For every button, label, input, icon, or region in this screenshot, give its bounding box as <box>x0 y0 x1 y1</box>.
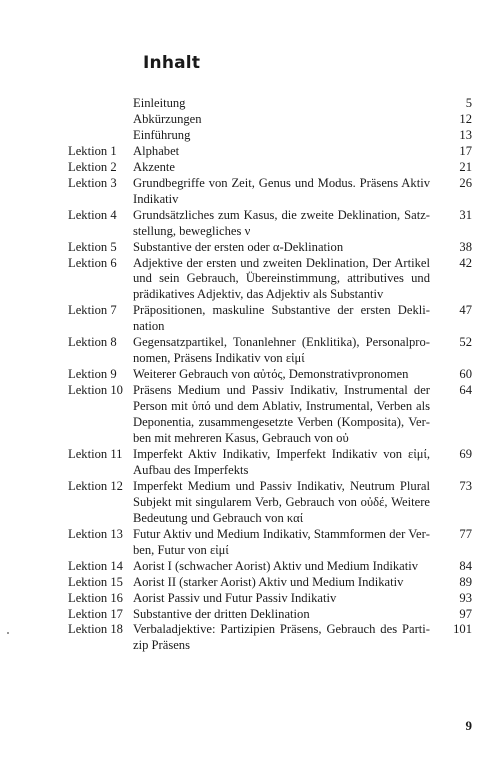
margin-speck <box>7 632 9 634</box>
page-title: Inhalt <box>143 53 201 73</box>
toc-entry-title: Substantive der dritten Deklination <box>133 606 310 621</box>
toc-entry-title: Präsens Medium und Passiv Indikativ, Instrumental der Person mit ὑπό und dem Ablativ, Instrumental, Verben als Deponentia, zusammengesetzte Verben (Komposita), Verben mit mehreren Kasus, Gebrauch von οὐ <box>133 383 430 446</box>
toc-lesson-label: Lektion 18 <box>68 622 123 637</box>
toc-page-number: 47 <box>459 303 472 318</box>
toc-entry <box>68 479 472 527</box>
toc-entry <box>68 96 472 112</box>
toc-entry <box>68 622 472 654</box>
toc-entry <box>68 112 472 128</box>
toc-entry-title: Grundbegriffe von Zeit, Genus und Modus. Präsens Aktiv Indikativ <box>133 175 430 206</box>
toc-page-number: 64 <box>459 383 472 398</box>
toc-entry-title: Abkürzungen <box>133 111 202 126</box>
toc-entry <box>68 447 472 479</box>
toc-entry-title: Gegensatzpartikel, Tonanlehner (Enklitika), Personalpronomen, Präsens Indikativ von εἰμί <box>133 335 430 366</box>
toc-page-number: 101 <box>453 622 472 637</box>
toc-lesson-label: Lektion 9 <box>68 367 117 382</box>
toc-page-number: 38 <box>459 239 472 254</box>
toc-entry <box>68 240 472 256</box>
toc-page-number: 52 <box>459 335 472 350</box>
toc-lesson-label: Lektion 8 <box>68 335 117 350</box>
toc-page-number: 84 <box>459 558 472 573</box>
toc-entry-title: Einführung <box>133 127 191 142</box>
toc-lesson-label: Lektion 1 <box>68 143 117 158</box>
toc-entry-title: Weiterer Gebrauch von αὐτός, Demonstrativpronomen <box>133 367 409 382</box>
toc-entry <box>68 607 472 623</box>
toc-entry <box>68 575 472 591</box>
toc-entry <box>68 303 472 335</box>
toc-entry <box>68 559 472 575</box>
toc-entry <box>68 208 472 240</box>
toc-lesson-label: Lektion 2 <box>68 159 117 174</box>
toc-page-number: 89 <box>459 574 472 589</box>
toc-page-number: 69 <box>459 446 472 461</box>
toc-entry <box>68 367 472 383</box>
toc-entry-title: Einleitung <box>133 96 186 110</box>
toc-entry-title: Aorist Passiv und Futur Passiv Indikativ <box>133 590 337 605</box>
toc-lesson-label: Lektion 6 <box>68 255 117 270</box>
toc-page-number: 26 <box>459 175 472 190</box>
toc-lesson-label: Lektion 10 <box>68 383 123 398</box>
toc-page-number: 31 <box>459 207 472 222</box>
toc-page-number: 12 <box>459 111 472 126</box>
toc-page-number: 73 <box>459 478 472 493</box>
toc-page-number: 21 <box>459 159 472 174</box>
toc-page-number: 42 <box>459 255 472 270</box>
toc-entry <box>68 160 472 176</box>
toc-entry <box>68 176 472 208</box>
toc-entry-title: Futur Aktiv und Medium Indikativ, Stammformen der Verben, Futur von εἰμί <box>133 526 430 557</box>
toc-entry-title: Alphabet <box>133 143 180 158</box>
toc-page-number: 97 <box>459 606 472 621</box>
footer-page-number: 9 <box>465 718 472 733</box>
toc-entry <box>68 383 472 447</box>
toc-lesson-label: Lektion 17 <box>68 606 123 621</box>
toc-page-number: 5 <box>465 96 472 110</box>
toc-entry-title: Grundsätzliches zum Kasus, die zweite Deklination, Satzstellung, bewegliches ν <box>133 207 430 238</box>
toc-page-number: 93 <box>459 590 472 605</box>
toc-entry-title: Substantive der ersten oder α-Deklination <box>133 239 344 254</box>
toc-entry-title: Aorist II (starker Aorist) Aktiv und Medium Indikativ <box>133 574 404 589</box>
toc-entry <box>68 128 472 144</box>
table-of-contents <box>68 96 472 654</box>
toc-lesson-label: Lektion 13 <box>68 526 123 541</box>
toc-entry-title: Aorist I (schwacher Aorist) Aktiv und Medium Indikativ <box>133 558 419 573</box>
toc-lesson-label: Lektion 12 <box>68 478 123 493</box>
toc-lesson-label: Lektion 7 <box>68 303 117 318</box>
toc-lesson-label: Lektion 4 <box>68 207 117 222</box>
toc-page-number: 77 <box>459 526 472 541</box>
toc-entry-title: Verbaladjektive: Partizipien Präsens, Gebrauch des Partizip Präsens <box>133 622 430 653</box>
toc-lesson-label: Lektion 5 <box>68 239 117 254</box>
toc-page-number: 60 <box>459 367 472 382</box>
toc-entry-title: Imperfekt Aktiv Indikativ, Imperfekt Indikativ von εἰμί, Aufbau des Imperfekts <box>133 446 430 477</box>
toc-entry <box>68 527 472 559</box>
toc-lesson-label: Lektion 14 <box>68 558 123 573</box>
toc-entry-title: Imperfekt Medium und Passiv Indikativ, Neutrum Plural Subjekt mit singularem Verb, Gebrauch von οὐδέ, Weitere Bedeutung und Gebrauch von καί <box>133 478 430 525</box>
toc-lesson-label: Lektion 3 <box>68 175 117 190</box>
toc-entry <box>68 335 472 367</box>
toc-entry <box>68 144 472 160</box>
toc-lesson-label: Lektion 15 <box>68 574 123 589</box>
toc-page-number: 13 <box>459 127 472 142</box>
toc-lesson-label: Lektion 16 <box>68 590 123 605</box>
toc-entry-title: Präpositionen, maskuline Substantive der ersten Deklination <box>133 303 430 334</box>
toc-entry-title: Akzente <box>133 159 175 174</box>
toc-entry <box>68 591 472 607</box>
toc-entry-title: Adjektive der ersten und zweiten Deklination, Der Artikel und sein Gebrauch, Übereinstimmung, attributives und prädikatives Adjektiv, das Adjektiv als Substantiv <box>133 255 430 302</box>
toc-lesson-label: Lektion 11 <box>68 446 123 461</box>
toc-entry <box>68 256 472 304</box>
toc-page-number: 17 <box>459 143 472 158</box>
